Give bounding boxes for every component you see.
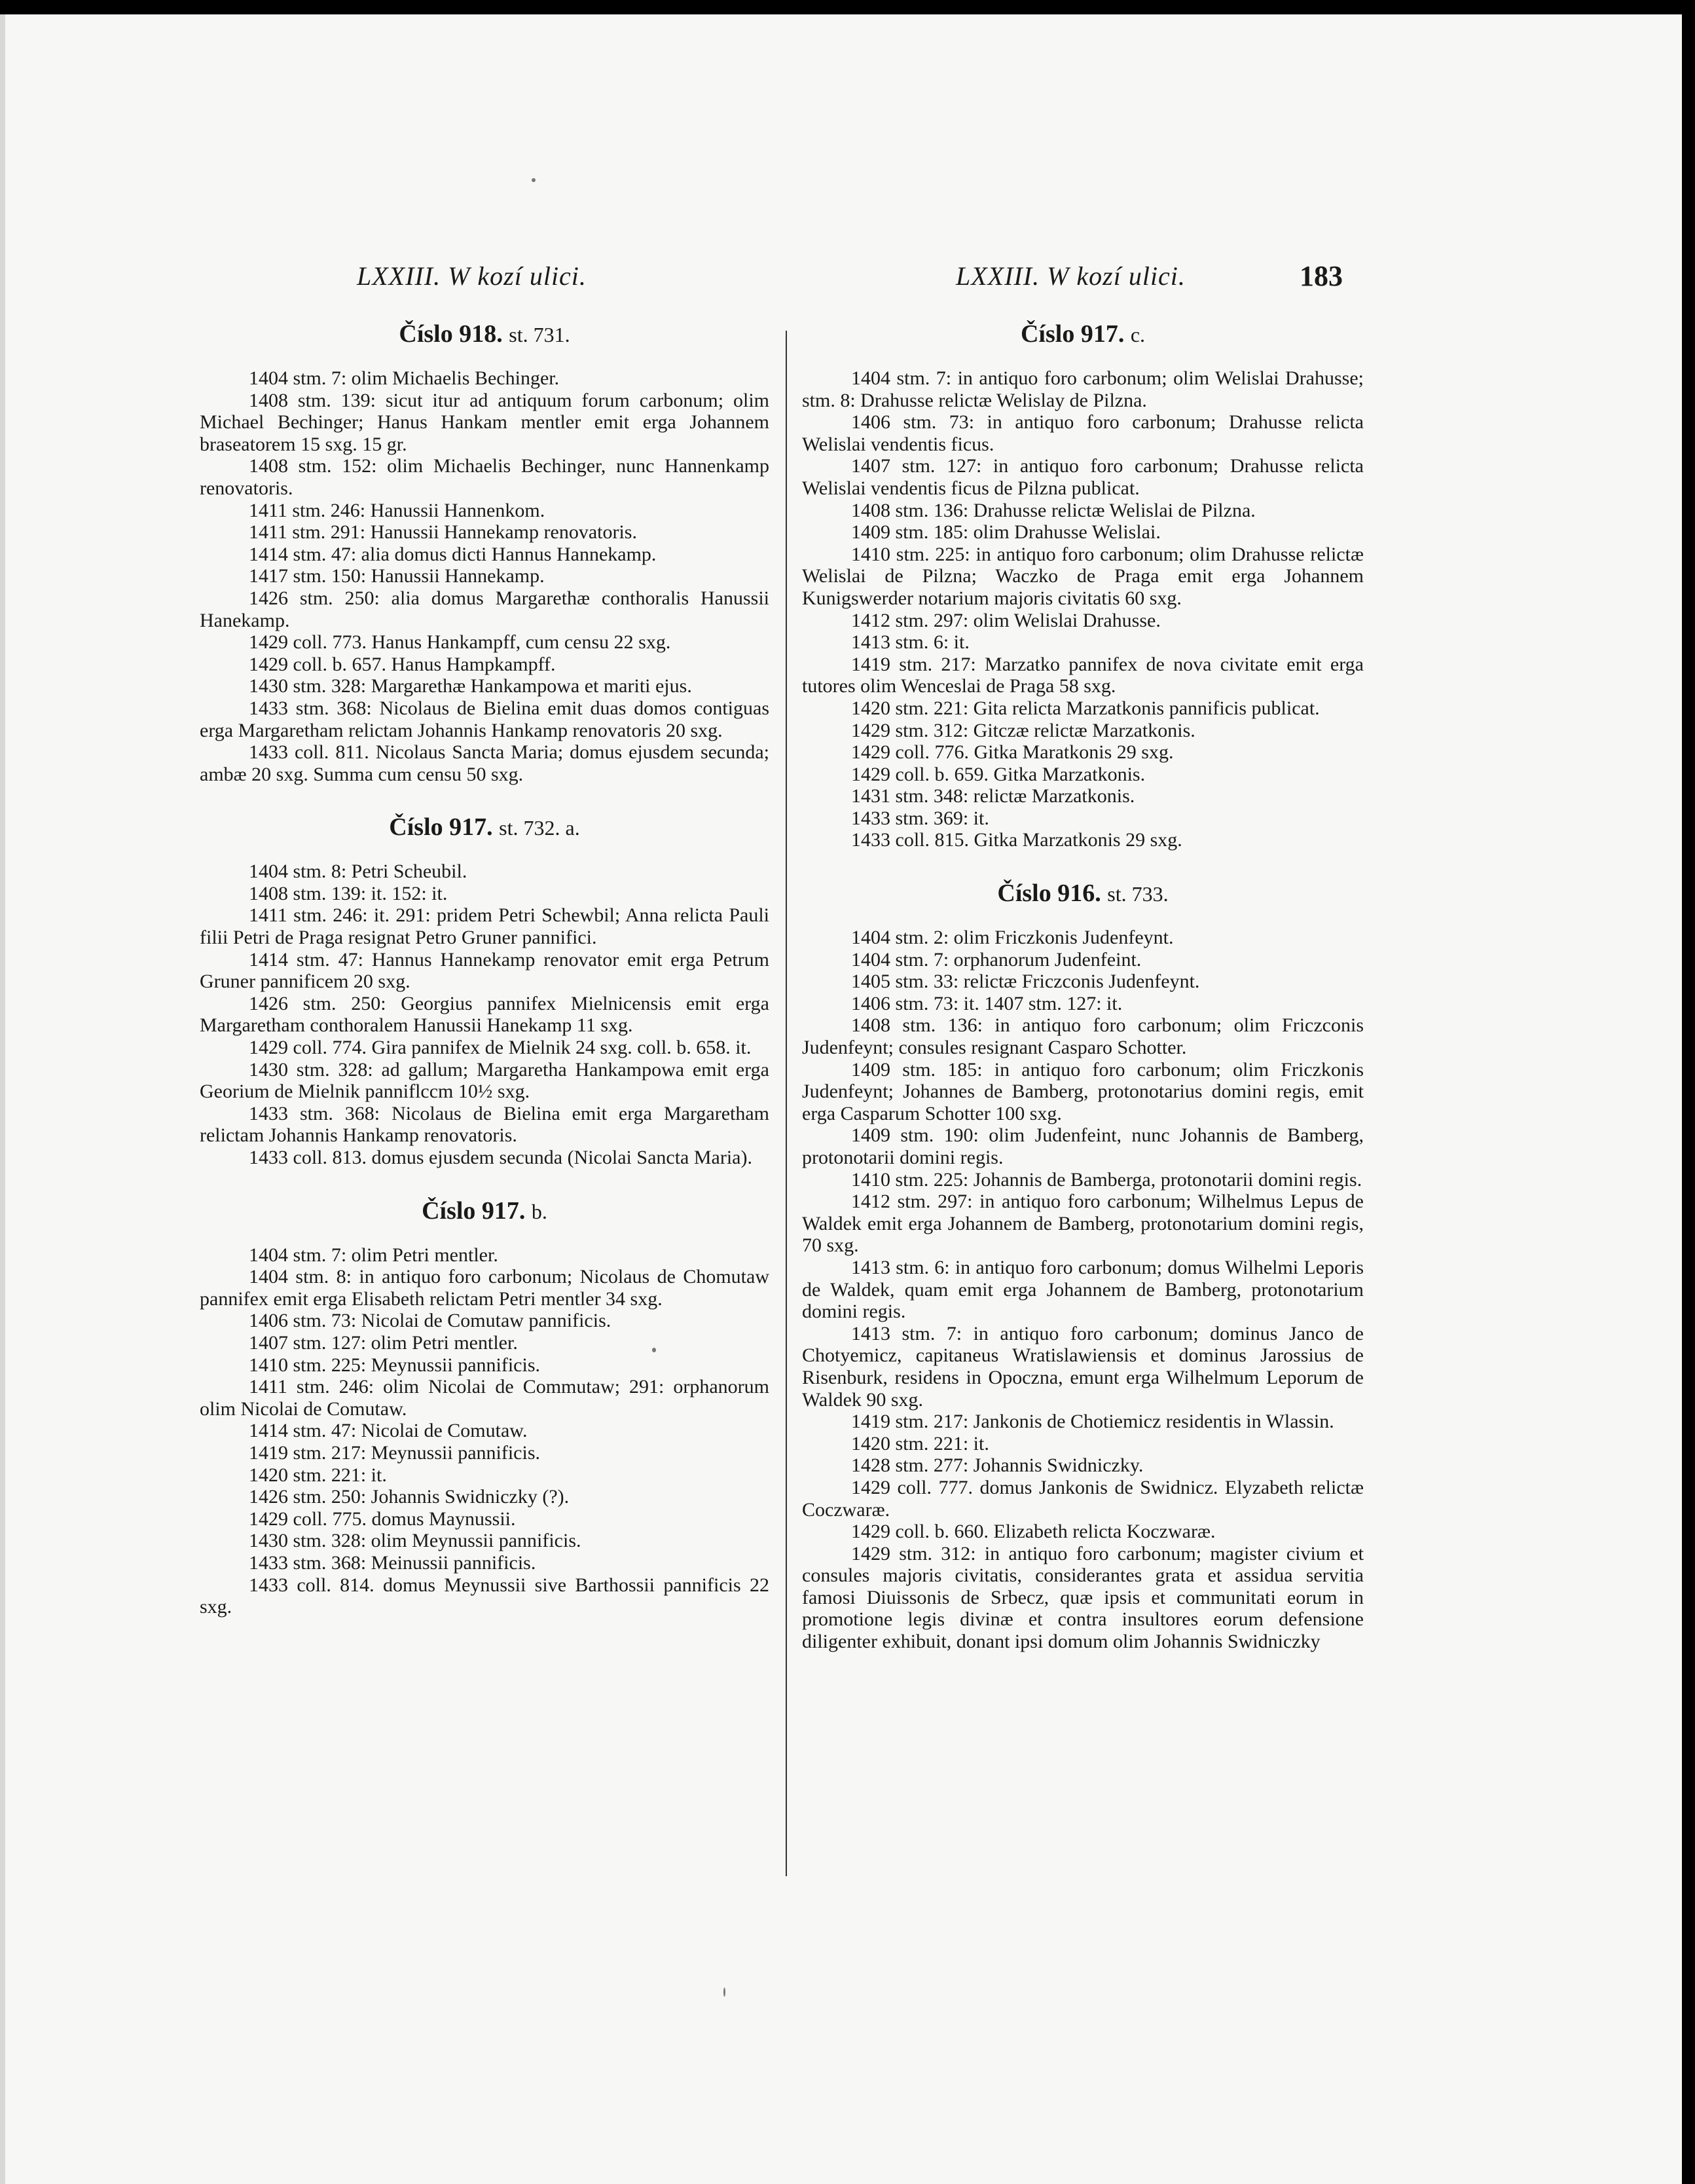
page-number: 183: [1300, 260, 1343, 292]
right-column: [802, 320, 1364, 1653]
section-subnumber: st. 732. a.: [499, 816, 580, 840]
scan-left-edge: [0, 0, 5, 2184]
record-entry: 1420 stm. 221: Gita relicta Marzatkonis pannificis publicat.: [851, 697, 1320, 719]
record-entry: 1404 stm. 7: orphanorum Judenfeint.: [851, 948, 1142, 971]
record-entry: 1408 stm. 139: sicut itur ad antiquum forum carbonum; olim Michael Bechinger; Hanus Hankam mentler emit erga Johannem braseatorem 15 sxg. 15 gr.: [200, 389, 769, 455]
record-entry: 1408 stm. 139: it. 152: it.: [249, 882, 448, 904]
section-subnumber: b.: [531, 1199, 547, 1223]
record-entry: 1404 stm. 7: olim Michaelis Bechinger.: [249, 367, 560, 389]
record-entry: 1419 stm. 217: Marzatko pannifex de nova civitate emit erga tutores olim Wenceslai de Praga 58 sxg.: [802, 653, 1364, 697]
record-entry: 1410 stm. 225: Meynussii pannificis.: [249, 1354, 540, 1376]
record-entry: 1426 stm. 250: Johannis Swidniczky (?).: [249, 1486, 570, 1508]
record-entry: 1406 stm. 73: it. 1407 stm. 127: it.: [851, 992, 1123, 1014]
section-heading: [802, 879, 1364, 908]
record-entry: 1412 stm. 297: in antiquo foro carbonum; Wilhelmus Lepus de Waldek emit erga Johannem de Bamberg, protonotarium domini regis, 70 sxg.: [802, 1191, 1364, 1257]
record-entry: 1414 stm. 47: alia domus dicti Hannus Hannekamp.: [249, 543, 657, 565]
record-entry: 1429 coll. 773. Hanus Hankampff, cum censu 22 sxg.: [249, 631, 671, 654]
section-number: Číslo 918.: [399, 320, 503, 348]
record-entry: 1431 stm. 348: relictæ Marzatkonis.: [851, 785, 1135, 807]
record-entry: 1409 stm. 185: in antiquo foro carbonum; olim Friczkonis Judenfeynt; Johannes de Bamberg, protonotarius domini regis, emit erga Casparum Schotter 100 sxg.: [802, 1058, 1364, 1124]
scan-top-border: [0, 0, 1695, 14]
record-entry: 1429 stm. 312: in antiquo foro carbonum; magister civium et consules majoris civitatis, considerantes grata et assidua servitia famosi Diuissonis de Srbecz, quæ ipsis et communitati eorum in promotione legis divinæ et contra insultores eorum defensione diligenter exhibuit, donant ipsi domum olim Johannis Swidniczky: [802, 1542, 1364, 1653]
record-entry: 1406 stm. 73: in antiquo foro carbonum; Drahusse relicta Welislai vendentis ficus.: [802, 411, 1364, 455]
scan-right-border: [1682, 0, 1695, 2184]
section-number: Číslo 916.: [997, 879, 1101, 908]
section-number: Číslo 917.: [422, 1196, 526, 1225]
section-heading: [802, 320, 1364, 349]
record-entry: 1409 stm. 185: olim Drahusse Welislai.: [851, 521, 1161, 544]
record-entry: 1411 stm. 246: it. 291: pridem Petri Schewbil; Anna relicta Pauli filii Petri de Praga resignat Petro Gruner pannifici.: [200, 904, 769, 949]
record-entry: 1404 stm. 8: in antiquo foro carbonum; Nicolaus de Chomutaw pannifex emit erga Elisabeth relictam Petri mentler 34 sxg.: [200, 1266, 769, 1310]
section-number: Číslo 917.: [1020, 320, 1125, 348]
record-entry: 1430 stm. 328: Margarethæ Hankampowa et mariti ejus.: [249, 675, 692, 697]
record-entry: 1433 coll. 815. Gitka Marzatkonis 29 sxg.: [851, 829, 1182, 851]
record-entry: 1413 stm. 7: in antiquo foro carbonum; dominus Janco de Chotyemicz, capitaneus Wratislawiensis et dominus Jarossius de Risenburk, residens in Opoczna, emunt erga Wilhelmum Leporum de Waldek 90 sxg.: [802, 1322, 1364, 1411]
record-entry: 1429 stm. 312: Gitczæ relictæ Marzatkonis.: [851, 719, 1195, 741]
running-head-left: LXXIII. W kozí ulici.: [357, 261, 587, 291]
record-entry: 1433 stm. 368: Nicolaus de Bielina emit erga Margaretham relictam Johannis Hankamp renovatoris.: [200, 1102, 769, 1147]
record-entry: 1410 stm. 225: in antiquo foro carbonum; olim Drahusse relictæ Welislai de Pilzna; Waczko de Praga emit erga Johannem Kunigswerder notarium majoris civitatis 60 sxg.: [802, 543, 1364, 609]
section-subnumber: c.: [1130, 323, 1146, 346]
section-heading: [200, 320, 769, 349]
record-entry: 1419 stm. 217: Meynussii pannificis.: [249, 1441, 540, 1464]
column-divider: [786, 331, 787, 1876]
record-entry: 1417 stm. 150: Hanussii Hannekamp.: [249, 565, 545, 587]
section-heading: [200, 1196, 769, 1226]
record-entry: 1414 stm. 47: Hannus Hannekamp renovator emit erga Petrum Gruner pannificem 20 sxg.: [200, 948, 769, 993]
record-entry: 1407 stm. 127: olim Petri mentler.: [249, 1331, 518, 1354]
record-entry: 1412 stm. 297: olim Welislai Drahusse.: [851, 609, 1161, 631]
record-entry: 1419 stm. 217: Jankonis de Chotiemicz residentis in Wlassin.: [851, 1411, 1334, 1433]
record-entry: 1405 stm. 33: relictæ Friczconis Judenfeynt.: [851, 971, 1200, 993]
record-entry: 1408 stm. 136: Drahusse relictæ Welislai de Pilzna.: [851, 499, 1256, 521]
record-entry: 1404 stm. 2: olim Friczkonis Judenfeynt.: [851, 927, 1174, 949]
record-entry: 1433 coll. 811. Nicolaus Sancta Maria; domus ejusdem secunda; ambæ 20 sxg. Summa cum censu 50 sxg.: [200, 741, 769, 785]
record-entry: 1420 stm. 221: it.: [249, 1464, 387, 1486]
section-subnumber: st. 733.: [1107, 882, 1169, 906]
record-entry: 1408 stm. 136: in antiquo foro carbonum; olim Friczconis Judenfeynt; consules resignant Casparo Schotter.: [802, 1014, 1364, 1059]
record-entry: 1407 stm. 127: in antiquo foro carbonum; Drahusse relicta Welislai vendentis ficus de Pilzna publicat.: [802, 455, 1364, 499]
record-entry: 1433 coll. 814. domus Meynussii sive Barthossii pannificis 22 sxg.: [200, 1574, 769, 1618]
record-entry: 1430 stm. 328: ad gallum; Margaretha Hankampowa emit erga Georium de Mielnik panniflccm 10½ sxg.: [200, 1058, 769, 1103]
record-entry: 1429 coll. 774. Gira pannifex de Mielnik 24 sxg. coll. b. 658. it.: [249, 1037, 752, 1059]
record-entry: 1433 stm. 368: Nicolaus de Bielina emit duas domos contiguas erga Margaretham relictam Johannis Hankamp renovatoris 20 sxg.: [200, 697, 769, 741]
section-subnumber: st. 731.: [509, 323, 570, 346]
section-number: Číslo 917.: [389, 813, 493, 842]
record-entry: 1429 coll. 776. Gitka Maratkonis 29 sxg.: [851, 741, 1174, 764]
record-entry: 1411 stm. 246: Hanussii Hannenkom.: [249, 499, 545, 521]
record-entry: 1409 stm. 190: olim Judenfeint, nunc Johannis de Bamberg, protonotarii domini regis.: [802, 1124, 1364, 1168]
record-entry: 1404 stm. 7: in antiquo foro carbonum; olim Welislai Drahusse; stm. 8: Drahusse relictæ Welislay de Pilzna.: [802, 367, 1364, 411]
scan-speck: [532, 178, 536, 182]
record-entry: 1420 stm. 221: it.: [851, 1432, 989, 1454]
scan-speck: [723, 1988, 725, 1997]
record-entry: 1429 coll. 775. domus Maynussii.: [249, 1508, 516, 1530]
record-entry: 1411 stm. 246: olim Nicolai de Commutaw; 291: orphanorum olim Nicolai de Comutaw.: [200, 1376, 769, 1420]
record-entry: 1413 stm. 6: it.: [851, 631, 970, 654]
record-entry: 1433 stm. 369: it.: [851, 807, 989, 829]
record-entry: 1404 stm. 7: olim Petri mentler.: [249, 1244, 498, 1266]
record-entry: 1408 stm. 152: olim Michaelis Bechinger, nunc Hannenkamp renovatoris.: [200, 455, 769, 499]
record-entry: 1414 stm. 47: Nicolai de Comutaw.: [249, 1420, 528, 1442]
record-entry: 1429 coll. 777. domus Jankonis de Swidnicz. Elyzabeth relictæ Coczwaræ.: [802, 1476, 1364, 1521]
scan-speck: [652, 1348, 656, 1352]
record-entry: 1411 stm. 291: Hanussii Hannekamp renovatoris.: [249, 521, 637, 544]
running-head-right: LXXIII. W kozí ulici.: [956, 261, 1186, 291]
record-entry: 1429 coll. b. 660. Elizabeth relicta Koczwaræ.: [851, 1521, 1216, 1543]
record-entry: 1426 stm. 250: Georgius pannifex Mielnicensis emit erga Margaretham conthoralem Hanussii Hanekamp 11 sxg.: [200, 992, 769, 1037]
record-entry: 1433 coll. 813. domus ejusdem secunda (Nicolai Sancta Maria).: [249, 1147, 752, 1168]
record-entry: 1433 stm. 368: Meinussii pannificis.: [249, 1551, 536, 1574]
record-entry: 1428 stm. 277: Johannis Swidniczky.: [851, 1454, 1144, 1477]
record-entry: 1430 stm. 328: olim Meynussii pannificis.: [249, 1530, 581, 1552]
record-entry: 1413 stm. 6: in antiquo foro carbonum; domus Wilhelmi Leporis de Waldek, quam emit erga Johannem de Bamberg, protonotarium domini regis.: [802, 1256, 1364, 1323]
left-column: [200, 320, 769, 1618]
record-entry: 1410 stm. 225: Johannis de Bamberga, protonotarii domini regis.: [851, 1168, 1362, 1191]
record-entry: 1429 coll. b. 659. Gitka Marzatkonis.: [851, 763, 1146, 785]
record-entry: 1426 stm. 250: alia domus Margarethæ conthoralis Hanussii Hanekamp.: [200, 587, 769, 631]
record-entry: 1404 stm. 8: Petri Scheubil.: [249, 861, 467, 883]
record-entry: 1406 stm. 73: Nicolai de Comutaw pannificis.: [249, 1310, 611, 1332]
record-entry: 1429 coll. b. 657. Hanus Hampkampff.: [249, 653, 556, 675]
section-heading: [200, 813, 769, 842]
